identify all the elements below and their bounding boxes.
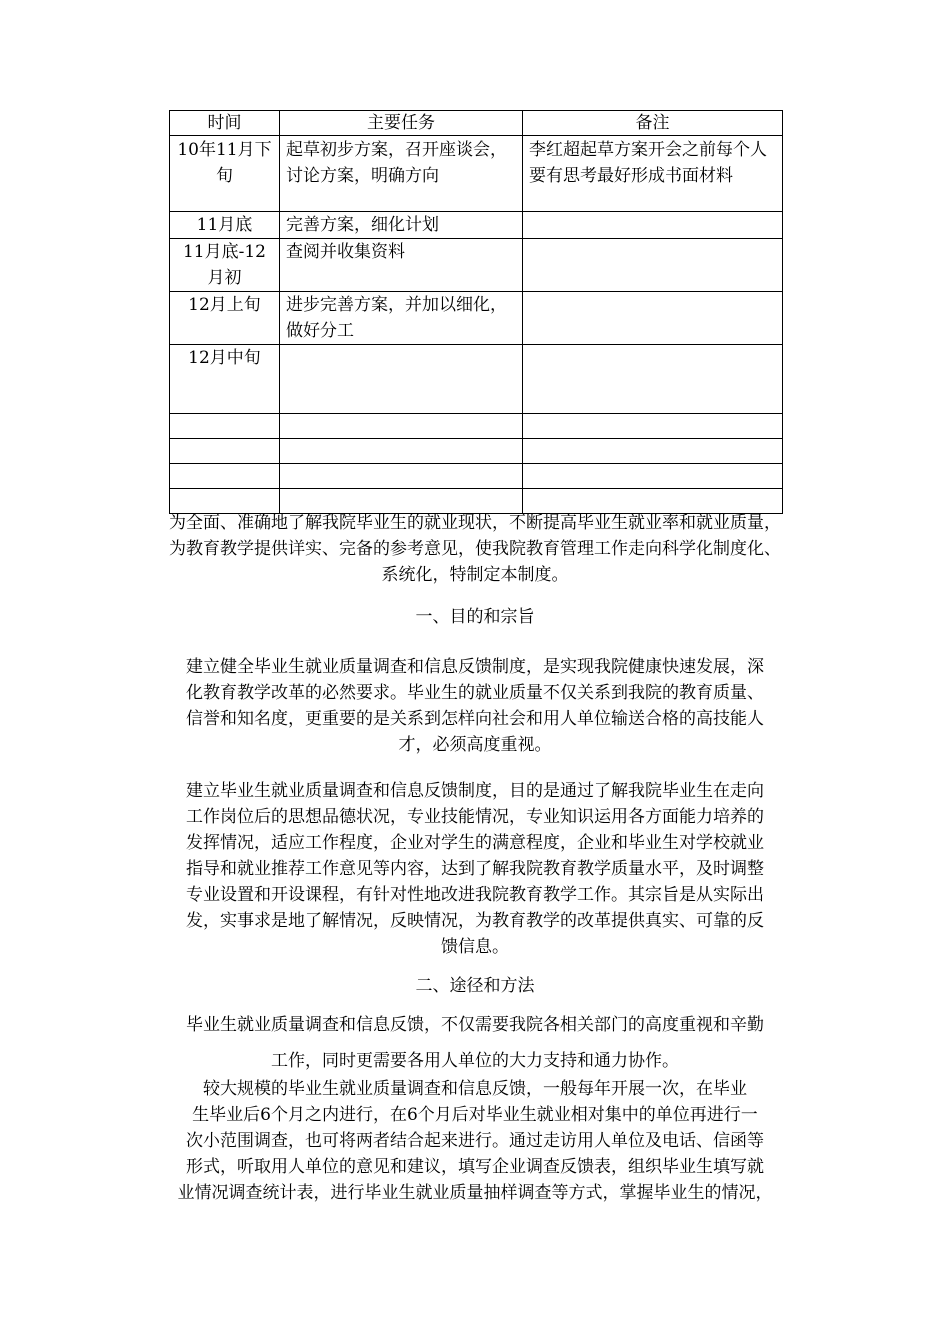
- cell-note: [523, 239, 783, 292]
- intro-line: 为全面、准确地了解我院毕业生的就业现状，不断提高毕业生就业率和就业质量，: [169, 513, 781, 533]
- cell-note: [523, 439, 783, 464]
- paragraph-line: 建立毕业生就业质量调查和信息反馈制度，目的是通过了解我院毕业生在走向: [186, 781, 764, 801]
- cell-task: 完善方案，细化计划: [280, 212, 523, 239]
- paragraph-line: 发，实事求是地了解情况，反映情况，为教育教学的改革提供真实、可靠的反: [186, 911, 764, 931]
- paragraph-line: 化教育教学改革的必然要求。毕业生的就业质量不仅关系到我院的教育质量、: [186, 683, 764, 703]
- cell-time: [170, 439, 280, 464]
- paragraph-line: 馈信息。: [441, 937, 509, 957]
- cell-note: [523, 464, 783, 489]
- cell-time: 11月底: [170, 212, 280, 239]
- paragraph-line: 较大规模的毕业生就业质量调查和信息反馈，一般每年开展一次，在毕业: [203, 1079, 747, 1099]
- intro-paragraph: [120, 510, 830, 588]
- intro-line: 系统化，特制定本制度。: [381, 565, 569, 585]
- header-note: 备注: [523, 111, 783, 136]
- paragraph-line: 才，必须高度重视。: [398, 735, 552, 755]
- paragraph-line: 建立健全毕业生就业质量调查和信息反馈制度，是实现我院健康快速发展，深: [186, 657, 764, 677]
- table-row: [170, 345, 783, 414]
- paragraph-line: 信誉和知名度，更重要的是关系到怎样向社会和用人单位输送合格的高技能人: [186, 709, 764, 729]
- cell-note: [523, 292, 783, 345]
- cell-time: [170, 464, 280, 489]
- methods-paragraph-1-line-2: 工作，同时更需要各用人单位的大力支持和通力协作。: [271, 1051, 679, 1071]
- cell-task: 起草初步方案，召开座谈会，讨论方案，明确方向: [280, 136, 523, 212]
- cell-task: [280, 439, 523, 464]
- table-row: [170, 239, 783, 292]
- paragraph-line: 指导和就业推荐工作意见等内容，达到了解我院教育教学质量水平，及时调整: [186, 859, 764, 879]
- table-row: [170, 212, 783, 239]
- cell-task: [280, 464, 523, 489]
- cell-note: [523, 414, 783, 439]
- paragraph-line: 次小范围调查，也可将两者结合起来进行。通过走访用人单位及电话、信函等: [186, 1131, 764, 1151]
- section-heading-methods: 二、途径和方法: [415, 976, 535, 996]
- cell-time: 12月中旬: [170, 345, 280, 414]
- table-row: [170, 439, 783, 464]
- cell-time: 10年11月下旬: [170, 136, 280, 212]
- methods-paragraph-2: [130, 1076, 820, 1206]
- table-row: [170, 292, 783, 345]
- paragraph-line: 发挥情况，适应工作程度，企业对学生的满意程度，企业和毕业生对学校就业: [186, 833, 764, 853]
- cell-time: 12月上旬: [170, 292, 280, 345]
- cell-task: 查阅并收集资料: [280, 239, 523, 292]
- paragraph-line: 业情况调查统计表，进行毕业生就业质量抽样调查等方式，掌握毕业生的情况，: [177, 1183, 773, 1203]
- methods-paragraph-1-line-1: 毕业生就业质量调查和信息反馈，不仅需要我院各相关部门的高度重视和辛勤: [186, 1015, 764, 1035]
- paragraph-line: 形式，听取用人单位的意见和建议，填写企业调查反馈表，组织毕业生填写就: [186, 1157, 764, 1177]
- cell-note: [523, 212, 783, 239]
- section-heading-purpose: 一、目的和宗旨: [415, 607, 535, 627]
- cell-task: [280, 414, 523, 439]
- cell-note: 李红超起草方案开会之前每个人要有思考最好形成书面材料: [523, 136, 783, 212]
- purpose-paragraph-1: [130, 654, 820, 758]
- table-row: [170, 414, 783, 439]
- cell-task: 进步完善方案，并加以细化，做好分工: [280, 292, 523, 345]
- cell-time: 11月底-12月初: [170, 239, 280, 292]
- paragraph-line: 生毕业后6个月之内进行，在6个月后对毕业生就业相对集中的单位再进行一: [192, 1105, 758, 1125]
- cell-task: [280, 345, 523, 414]
- cell-time: [170, 414, 280, 439]
- table-row: [170, 464, 783, 489]
- cell-note: [523, 345, 783, 414]
- header-time: 时间: [170, 111, 280, 136]
- intro-line: 为教育教学提供详实、完备的参考意见，使我院教育管理工作走向科学化制度化、: [169, 539, 781, 559]
- table-header-row: [170, 111, 783, 136]
- paragraph-line: 工作岗位后的思想品德状况，专业技能情况，专业知识运用各方面能力培养的: [186, 807, 764, 827]
- header-task: 主要任务: [280, 111, 523, 136]
- schedule-table: [169, 110, 783, 514]
- paragraph-line: 专业设置和开设课程，有针对性地改进我院教育教学工作。其宗旨是从实际出: [186, 885, 764, 905]
- purpose-paragraph-2: [130, 778, 820, 960]
- table-row: [170, 136, 783, 212]
